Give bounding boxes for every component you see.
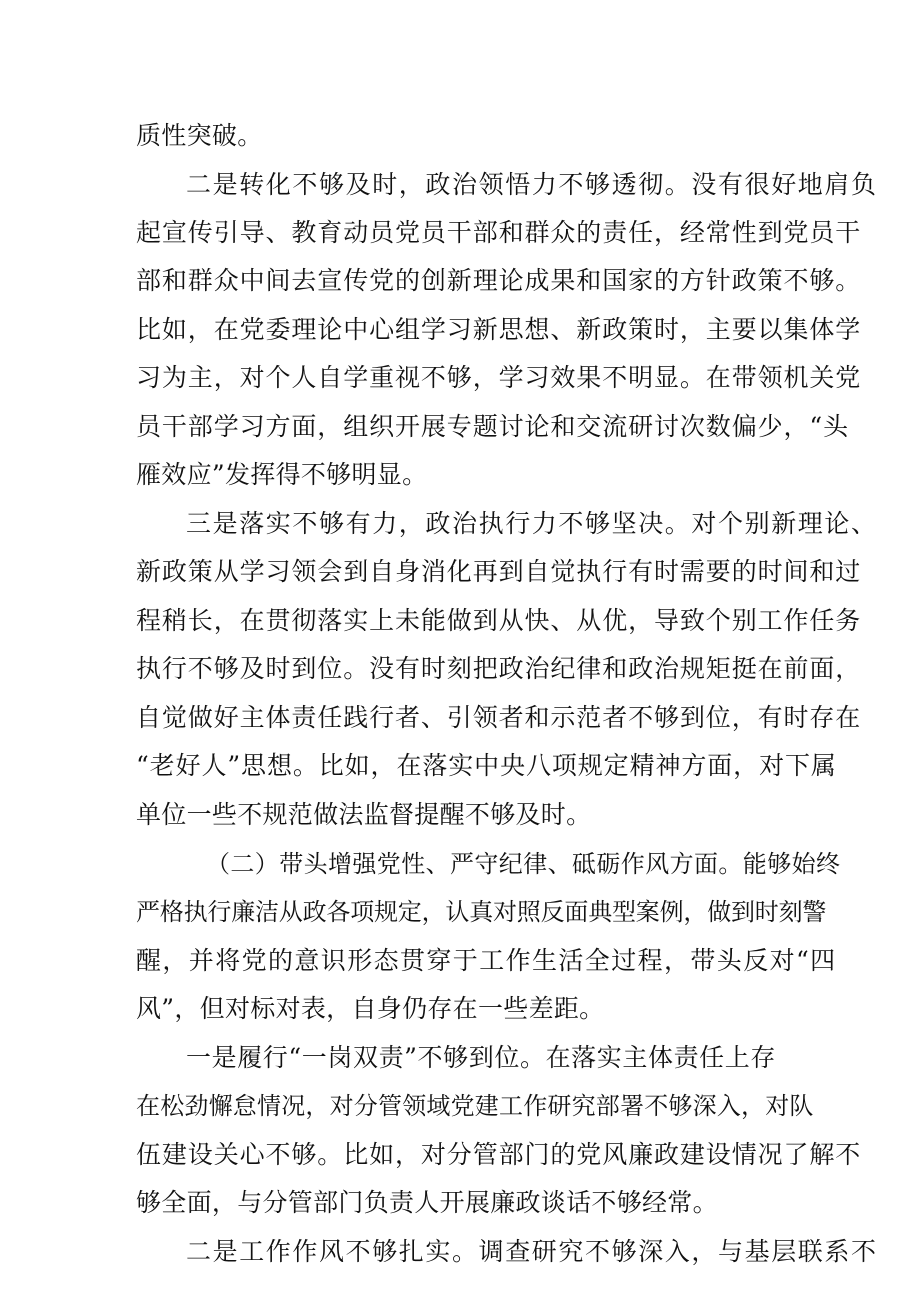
text-line-14: “老好人”思想。比如，在落实中央八项规定精神方面，对下属 — [136, 751, 837, 780]
text-line-24: 二是工作作风不够扎实。调查研究不够深入，与基层联系不 — [186, 1237, 878, 1266]
text-line-5: 比如，在党委理论中心组学习新思想、新政策时，主要以集体学 — [136, 315, 862, 344]
text-line-4: 部和群众中间去宣传党的创新理论成果和国家的方针政策不够。 — [136, 266, 862, 295]
text-line-9: 三是落实不够有力，政治执行力不够坚决。对个别新理论、 — [186, 509, 878, 538]
text-line-22: 伍建设关心不够。比如，对分管部门的党风廉政建设情况了解不 — [136, 1140, 862, 1169]
text-line-6: 习为主，对个人自学重视不够，学习效果不明显。在带领机关党 — [136, 363, 862, 392]
text-line-16: （二）带头增强党性、严守纪律、砥砺作风方面。能够始终 — [206, 850, 841, 878]
text-line-13: 自觉做好主体责任践行者、引领者和示范者不够到位，有时存在 — [136, 703, 862, 732]
text-line-18: 醒，并将党的意识形态贯穿于工作生活全过程，带头反对“四 — [136, 946, 837, 975]
text-line-10: 新政策从学习领会到自身消化再到自觉执行有时需要的时间和过 — [136, 557, 862, 586]
text-line-8: 雁效应”发挥得不够明显。 — [136, 460, 428, 489]
text-line-17: 严格执行廉洁从政各项规定，认真对照反面典型案例，做到时刻警 — [136, 898, 827, 926]
text-line-3: 起宣传引导、教育动员党员干部和群众的责任，经常性到党员干 — [136, 218, 862, 247]
text-line-1: 质性突破。 — [136, 121, 263, 150]
text-line-11: 程稍长，在贯彻落实上未能做到从快、从优，导致个别工作任务 — [136, 606, 862, 635]
text-line-23: 够全面，与分管部门负责人开展廉政谈话不够经常。 — [136, 1188, 718, 1217]
text-line-19: 风”，但对标对表，自身仍存在一些差距。 — [136, 994, 605, 1023]
text-line-20: 一是履行“一岗双责”不够到位。在落实主体责任上存 — [186, 1043, 776, 1072]
text-line-15: 单位一些不规范做法监督提醒不够及时。 — [136, 800, 592, 829]
text-line-2: 二是转化不够及时，政治领悟力不够透彻。没有很好地肩负 — [186, 170, 878, 199]
text-line-12: 执行不够及时到位。没有时刻把政治纪律和政治规矩挺在前面， — [136, 654, 862, 683]
text-line-21: 在松劲懈怠情况，对分管领域党建工作研究部署不够深入，对队 — [136, 1092, 814, 1120]
text-line-7: 员干部学习方面，组织开展专题讨论和交流研讨次数偏少，“头 — [136, 412, 849, 441]
